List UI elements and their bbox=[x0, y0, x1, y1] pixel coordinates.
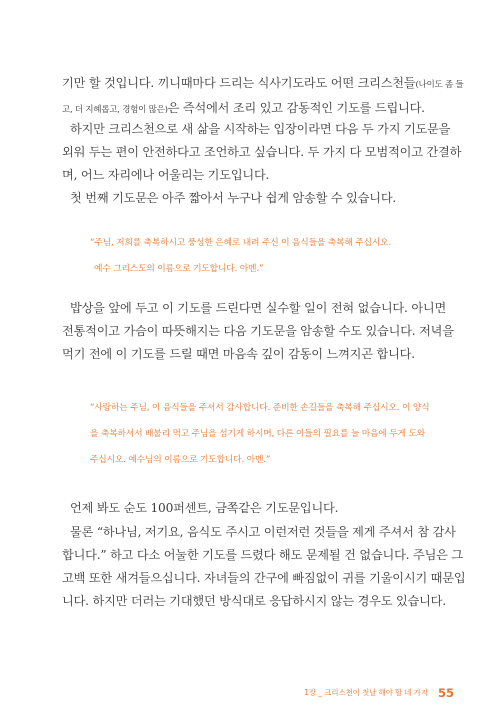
paragraph-line: 고백 또한 새겨들으십니다. 자녀들의 간구에 빠짐없이 귀를 기울이시기 때문입 bbox=[62, 571, 466, 585]
quote-line: 을 축복하셔서 배불리 먹고 주님을 섬기게 하시며, 다른 이들의 필요를 늘 마음에 두게 도와 bbox=[90, 429, 426, 439]
page-number: 55 bbox=[437, 685, 454, 700]
page-footer bbox=[304, 682, 454, 701]
paragraph-line bbox=[62, 72, 464, 97]
parenthetical-note: 고, 더 지혜롭고, 경험이 많은) bbox=[62, 105, 168, 115]
paragraph-line: 하지만 크리스천으로 새 삶을 시작하는 입장이라면 다음 두 가지 기도문을 bbox=[70, 122, 451, 136]
paragraph-line: 며, 어느 자리에나 어울리는 기도입니다. bbox=[62, 168, 270, 182]
paragraph-line: 니다. 하지만 더러는 기대했던 방식대로 응답하시지 않는 경우도 있습니다. bbox=[62, 594, 446, 608]
paragraph-line: 합니다.” 하고 다소 어눌한 기도를 드렸다 해도 문제될 건 없습니다. 주님은 그 bbox=[62, 548, 463, 562]
quote-line: 주십시오. 예수님의 이름으로 기도합니다. 아멘.” bbox=[90, 455, 271, 465]
chapter-running-title: 1장 _ 크리스천이 첫날 해야 할 네 가지 bbox=[304, 688, 428, 697]
paragraph-text: 은 즉석에서 조리 있고 감동적인 기도를 드립니다. bbox=[167, 101, 425, 115]
paragraph-line: 언제 봐도 순도 100퍼센트, 금쪽같은 기도문입니다. bbox=[70, 501, 339, 515]
paragraph-continued bbox=[62, 72, 464, 122]
paragraph bbox=[62, 118, 462, 187]
paragraph-line: 외워 두는 편이 안전하다고 조언하고 싶습니다. 두 가지 다 모범적이고 간결하 bbox=[62, 145, 462, 159]
parenthetical-note: (나이도 좀 들 bbox=[415, 80, 464, 90]
paragraph-line: 전통적이고 가슴이 따뜻해지는 다음 기도문을 암송할 수도 있습니다. 저녁을 bbox=[62, 324, 454, 338]
paragraph-line: 밥상을 앞에 두고 이 기도를 드린다면 실수할 일이 전혀 없습니다. 아니면 bbox=[70, 301, 447, 315]
paragraph-line: 먹기 전에 이 기도를 드릴 때면 마음속 깊이 감동이 느껴지곤 합니다. bbox=[62, 347, 415, 361]
quote-line: 예수 그리스도의 이름으로 기도합니다. 아멘.” bbox=[94, 264, 264, 274]
paragraph-line: 물론 “하나님, 저기요, 음식도 주시고 이런저런 것들을 제게 주셔서 참 감사 bbox=[70, 525, 456, 539]
paragraph bbox=[62, 521, 466, 613]
quote-line: “주님, 저희를 축복하시고 풍성한 은혜로 내려 주신 이 음식들을 축복해 주십시오. bbox=[90, 238, 392, 248]
paragraph bbox=[62, 187, 442, 210]
quote-line: “사랑하는 주님, 이 음식들을 주셔서 감사합니다. 준비한 손길들을 축복해 주십시오. 이 양식 bbox=[90, 403, 430, 413]
paragraph-text: 기만 할 것입니다. 끼니때마다 드리는 식사기도라도 어떤 크리스천들 bbox=[62, 76, 416, 90]
prayer-quote bbox=[90, 395, 450, 473]
paragraph bbox=[62, 497, 442, 520]
paragraph bbox=[62, 297, 454, 366]
paragraph-line: 첫 번째 기도문은 아주 짧아서 누구나 쉽게 암송할 수 있습니다. bbox=[70, 191, 397, 205]
prayer-quote bbox=[90, 230, 450, 282]
